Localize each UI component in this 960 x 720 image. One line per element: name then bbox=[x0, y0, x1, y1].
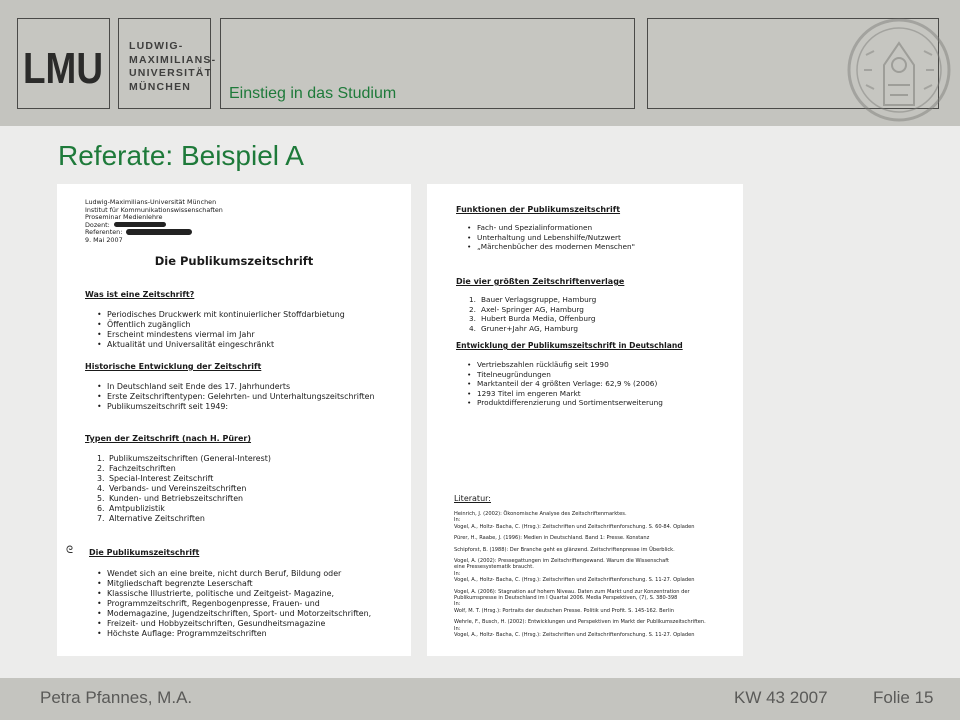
meta-label: Referenten: bbox=[85, 228, 123, 237]
list-item bbox=[97, 504, 271, 514]
list-number: 2. bbox=[97, 464, 105, 473]
list-number: 3. bbox=[97, 474, 105, 483]
list-number: 5. bbox=[97, 494, 105, 503]
list-item bbox=[469, 305, 596, 315]
literature-entry: Vogel, A. (2002): Pressegattungen im Zeitschriftengewand. Warum die Wissenschaft bbox=[454, 558, 669, 565]
literature-entry: Wehrle, F., Busch, H. (2002): Entwicklungen und Perspektiven im Markt der Publikumszeitschriften. bbox=[454, 619, 706, 626]
bullet-list bbox=[465, 223, 635, 252]
slide-title: Referate: Beispiel A bbox=[58, 140, 304, 171]
bullet-list bbox=[95, 569, 371, 639]
lmu-logo-icon bbox=[22, 41, 106, 93]
list-text: Bauer Verlagsgruppe, Hamburg bbox=[481, 295, 597, 304]
section-heading: Was ist eine Zeitschrift? bbox=[85, 290, 195, 299]
document-page-left bbox=[57, 184, 411, 656]
list-item: • Höchste Auflage: Programmzeitschriften bbox=[95, 629, 371, 639]
university-line: UNIVERSITÄT bbox=[129, 67, 213, 79]
list-number: 7. bbox=[97, 514, 105, 523]
list-text: Publikumszeitschriften (General-Interest) bbox=[109, 454, 271, 463]
list-text: Verbands- und Vereinszeitschriften bbox=[109, 484, 247, 493]
section-heading: Historische Entwicklung der Zeitschrift bbox=[85, 362, 262, 371]
literature-entry: eine Pressesystematik braucht. bbox=[454, 564, 534, 571]
list-item bbox=[469, 314, 596, 324]
list-item: • Klassische Illustrierte, politische und Zeitgeist- Magazine, bbox=[95, 589, 371, 599]
logo-box bbox=[17, 18, 110, 109]
literature-list bbox=[454, 511, 706, 639]
list-item: • Fach- und Spezialinformationen bbox=[465, 223, 635, 233]
document-meta bbox=[85, 199, 223, 245]
logo-text: LMU bbox=[23, 44, 103, 93]
list-number: 1. bbox=[469, 295, 476, 304]
section-heading: Die Publikumszeitschrift bbox=[89, 548, 200, 557]
literature-entry: Vogel, A., Holtz- Bacha, C. (Hrsg.): Zeitschriften und Zeitschriftenforschung. S. 60-84. Opladen bbox=[454, 523, 695, 530]
list-item: • Titelneugründungen bbox=[465, 370, 663, 380]
meta-line: Proseminar Medienlehre bbox=[85, 213, 163, 222]
list-text: Gruner+Jahr AG, Hamburg bbox=[481, 323, 579, 333]
author-name: Petra Pfannes, M.A. bbox=[40, 688, 193, 707]
bullet-list bbox=[95, 382, 375, 412]
literature-entry: Schipforst, B. (1988): Der Branche geht es glänzend. Zeitschriftenpresse im Überblick. bbox=[454, 546, 675, 553]
university-line: MÜNCHEN bbox=[129, 80, 192, 93]
list-item: • Erscheint mindestens viermal im Jahr bbox=[95, 330, 345, 340]
redaction-mark bbox=[114, 222, 166, 227]
list-item: • Wendet sich an eine breite, nicht durch Beruf, Bildung oder bbox=[95, 569, 371, 579]
list-text: Special-Interest Zeitschrift bbox=[109, 474, 214, 483]
list-item: • In Deutschland seit Ende des 17. Jahrhunderts bbox=[95, 382, 375, 392]
section-heading: Entwicklung der Publikumszeitschrift in Deutschland bbox=[456, 341, 683, 350]
literature-entry: Vogel, A., Holtz- Bacha, C. (Hrsg.): Zeitschriften und Zeitschriftenforschung. S. 11-27. Opladen bbox=[454, 632, 695, 639]
section-heading: Typen der Zeitschrift (nach H. Pürer) bbox=[85, 434, 252, 443]
list-item bbox=[97, 494, 271, 504]
literature-entry: In: bbox=[454, 517, 461, 524]
list-item-continuation: • Mitgliedschaft begrenzte Leserschaft bbox=[95, 579, 371, 589]
university-name bbox=[129, 40, 216, 94]
section-heading: Die vier größten Zeitschriftenverlage bbox=[456, 277, 625, 286]
list-number: 4. bbox=[469, 323, 476, 333]
list-text: Fachzeitschriften bbox=[109, 464, 176, 473]
list-item: • Publikumszeitschrift seit 1949: bbox=[95, 402, 375, 412]
literature-entry: Wolf, M. T. (Hrsg.): Portraits der deutschen Presse. Politik und Profit. S. 145-162. Berlin bbox=[454, 607, 674, 614]
list-item: • Unterhaltung und Lebenshilfe/Nutzwert bbox=[465, 233, 635, 243]
list-number: 1. bbox=[97, 454, 105, 463]
list-text: Alternative Zeitschriften bbox=[109, 514, 205, 523]
list-item bbox=[469, 324, 596, 334]
list-number: 4. bbox=[97, 484, 105, 493]
numbered-list bbox=[97, 454, 271, 524]
list-text: Axel- Springer AG, Hamburg bbox=[481, 304, 584, 314]
literature-entry: Vogel, A. (2006): Stagnation auf hohem Niveau. Daten zum Markt und zur Konzentration der bbox=[454, 588, 690, 595]
list-number: 3. bbox=[469, 314, 476, 324]
list-item: • Vertriebszahlen rückläufig seit 1990 bbox=[465, 360, 663, 370]
literature-entry: Pürer, H., Raabe, J. (1996): Medien in Deutschland. Band 1: Presse. Konstanz bbox=[454, 535, 650, 542]
section-heading: Funktionen der Publikumszeitschrift bbox=[456, 205, 621, 214]
list-number: 2. bbox=[469, 304, 476, 314]
literature-entry: In: bbox=[454, 625, 461, 632]
meta-line: 9. Mai 2007 bbox=[85, 235, 123, 244]
meta-label: Dozent: bbox=[85, 220, 110, 229]
literature-entry: In: bbox=[454, 570, 461, 577]
list-text: Kunden- und Betriebszeitschriften bbox=[109, 494, 244, 503]
course-title: Einstieg in das Studium bbox=[229, 85, 397, 102]
list-text: Hubert Burda Media, Offenburg bbox=[481, 314, 596, 324]
list-item bbox=[97, 464, 271, 474]
list-item: • „Märchenbücher des modernen Menschen" bbox=[465, 242, 635, 252]
list-item: • 1293 Titel im engeren Markt bbox=[465, 389, 663, 399]
list-item: • Erste Zeitschriftentypen: Gelehrten- und Unterhaltungszeitschriften bbox=[95, 392, 375, 402]
meta-line: Institut für Kommunikationswissenschaften bbox=[85, 205, 223, 214]
university-seal-icon bbox=[844, 15, 954, 125]
literature-entry: In: bbox=[454, 601, 461, 608]
university-line: LUDWIG- bbox=[129, 40, 184, 52]
list-item bbox=[469, 295, 596, 305]
list-item bbox=[97, 474, 271, 484]
university-line: MAXIMILIANS- bbox=[129, 53, 217, 66]
calendar-week: KW 43 2007 bbox=[734, 688, 828, 707]
literature-entry: Vogel, A., Holtz- Bacha, C. (Hrsg.): Zeitschriften und Zeitschriftenforschung. S. 11-27. Opladen bbox=[454, 577, 695, 584]
seal-box bbox=[647, 18, 939, 109]
bullet-list bbox=[465, 360, 663, 408]
meta-line: Ludwig-Maximilians-Universität München bbox=[85, 198, 217, 206]
course-title-box bbox=[220, 18, 635, 109]
redaction-mark bbox=[126, 229, 192, 235]
slide-number: Folie 15 bbox=[873, 688, 934, 707]
university-name-box bbox=[118, 18, 217, 109]
list-item bbox=[97, 484, 271, 494]
literature-entry: Publikumspresse in Deutschland im I Quartal 2006. Media Perspektiven, (7), S. 380-398 bbox=[454, 595, 678, 602]
list-text: Amtpublizistik bbox=[109, 504, 165, 513]
list-item: • Produktdifferenzierung und Sortimentserweiterung bbox=[465, 398, 663, 408]
list-item: • Öffentlich zugänglich bbox=[95, 320, 345, 330]
list-item-continuation: • Freizeit- und Hobbyzeitschriften, Gesundheitsmagazine bbox=[95, 619, 371, 629]
list-item-continuation: • Modemagazine, Jugendzeitschriften, Sport- und Motorzeitschriften, bbox=[95, 609, 371, 619]
bullet-list bbox=[95, 310, 345, 350]
header-bar bbox=[0, 0, 960, 126]
pencil-mark-icon: ᘓ bbox=[66, 545, 74, 556]
list-number: 6. bbox=[97, 504, 105, 513]
literature-heading: Literatur: bbox=[454, 494, 491, 503]
document-title: Die Publikumszeitschrift bbox=[154, 254, 314, 268]
list-item bbox=[97, 514, 271, 524]
list-item bbox=[97, 454, 271, 464]
literature-entry: Heinrich, J. (2002): Ökonomische Analyse des Zeitschriftenmarktes. bbox=[454, 511, 627, 517]
numbered-list bbox=[469, 295, 596, 333]
list-item: • Marktanteil der 4 größten Verlage: 62,9 % (2006) bbox=[465, 379, 663, 389]
list-item: • Aktualität und Universalität eingeschränkt bbox=[95, 340, 345, 350]
list-item-continuation: • Programmzeitschrift, Regenbogenpresse, Frauen- und bbox=[95, 599, 371, 609]
footer-bar bbox=[0, 678, 960, 720]
document-page-right bbox=[427, 184, 743, 656]
list-item: • Periodisches Druckwerk mit kontinuierlicher Stoffdarbietung bbox=[95, 310, 345, 320]
